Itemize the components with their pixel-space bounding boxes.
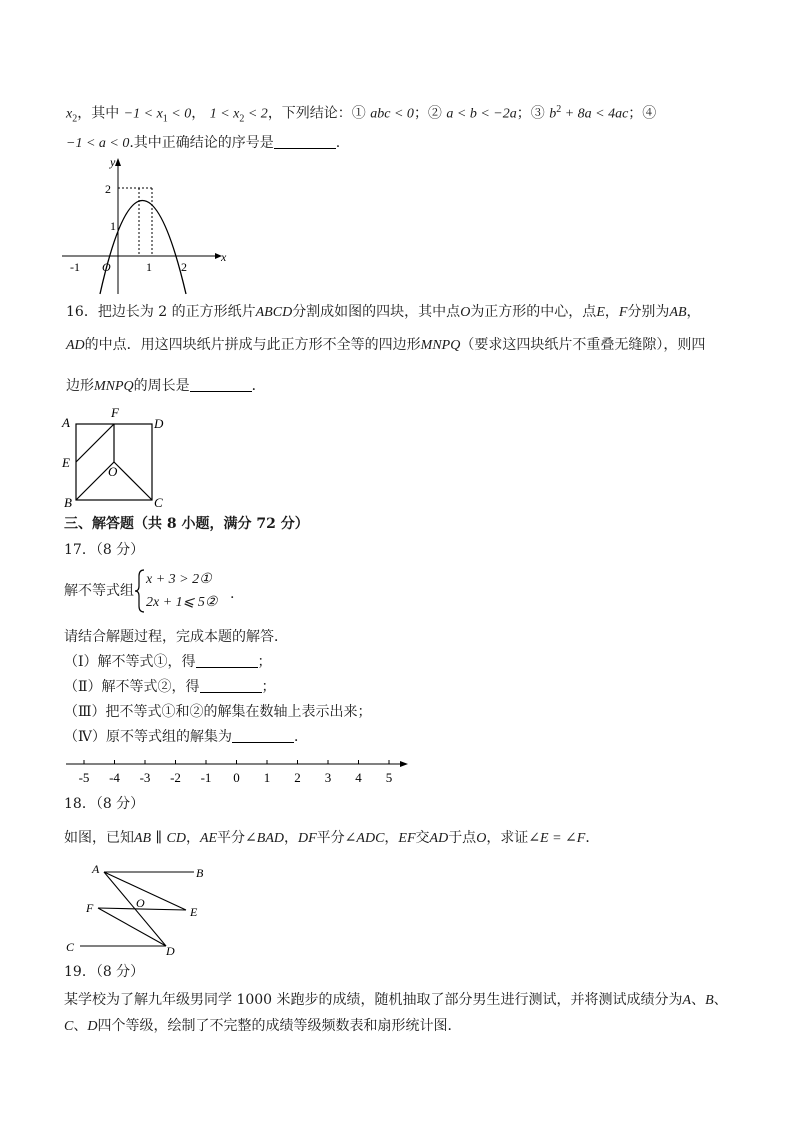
number-line-label: 3 [324, 770, 332, 785]
q17-step1: （Ⅰ）解不等式①，得 ； [64, 654, 272, 670]
q18-text: 如图，已知AB ∥ CD，AE平分∠BAD，DF平分∠ADC，EF交AD于点O，求证∠E = ∠F． [64, 830, 600, 846]
inequality-2: 2x + 1⩽ 5② [146, 595, 218, 610]
number-line-label: -1 [200, 770, 212, 785]
q17-instruct: 请结合解题过程，完成本题的解答． [64, 629, 288, 645]
q17-step3: （Ⅲ）把不等式①和②的解集在数轴上表示出来； [64, 704, 372, 720]
tick-neg1: -1 [70, 260, 80, 274]
q15-answer-blank [274, 134, 336, 149]
number-line-label: 2 [294, 770, 301, 785]
q17-step4: （Ⅳ）原不等式组的解集为 ． [64, 729, 308, 745]
number-line-label: 5 [385, 770, 393, 785]
seg-ef [76, 424, 114, 462]
q19-head: 19．（8 分） [64, 964, 145, 980]
line-ae [104, 872, 186, 910]
label-f: F [86, 901, 94, 915]
line-df [98, 908, 166, 946]
number-line-label: -5 [78, 770, 90, 785]
left-brace [133, 568, 147, 614]
parallel-figure [62, 860, 222, 958]
q19-line1: 某学校为了解九年级男同学 1000 米跑步的成绩，随机抽取了部分男生进行测试，并将测试成绩分为A、B、 [64, 992, 728, 1008]
number-line-label: -4 [109, 770, 120, 785]
label-d: D [154, 416, 164, 431]
step1-blank [196, 653, 258, 668]
label-a: A [92, 862, 100, 876]
step2-blank [200, 678, 262, 693]
q17-step2: （Ⅱ）解不等式②，得 ； [64, 679, 276, 695]
inequality-1: x + 3 > 2① [146, 572, 212, 587]
q16-line1: 16．把边长为 2 的正方形纸片ABCD分割成如图的四块，其中点O为正方形的中心，点E，F分别为AB， [66, 304, 701, 320]
q16-answer-blank [190, 377, 252, 392]
q19-line2: C、D四个等级，绘制了不完整的成绩等级频数表和扇形统计图． [64, 1018, 462, 1034]
xtick-2: 2 [181, 260, 187, 274]
y-label: y [110, 155, 116, 169]
number-line-label: 0 [233, 770, 240, 785]
y-axis-arrow [115, 158, 121, 166]
label-d: D [166, 944, 175, 958]
q16-line3: 边形MNPQ的周长是 ． [66, 378, 266, 394]
label-b: B [64, 495, 72, 510]
origin-label: O [102, 260, 111, 274]
q15-line2: −1 < a < 0.其中正确结论的序号是 . [66, 135, 341, 151]
number-line-label: -3 [139, 770, 151, 785]
number-line-label: -2 [170, 770, 181, 785]
number-line-label: 4 [355, 770, 362, 785]
seg-co [114, 462, 152, 500]
number-line-label: 1 [263, 770, 271, 785]
label-e: E [190, 905, 198, 919]
q18-head: 18．（8 分） [64, 796, 145, 812]
tick-2: 2 [105, 182, 111, 196]
q17-head: 17．（8 分） [64, 542, 145, 558]
q16-line2: AD的中点．用这四块纸片拼成与此正方形不全等的四边形MNPQ（要求这四块纸片不重叠无缝隙），则四 [66, 337, 706, 353]
label-f: F [111, 405, 119, 420]
label-a: A [62, 415, 70, 430]
label-c: C [154, 495, 163, 510]
label-e: E [62, 455, 70, 470]
q17-prompt-dot: . [230, 586, 235, 602]
q17-prompt: 解不等式组 [64, 583, 134, 599]
parabola-curve [100, 201, 186, 295]
label-c: C [66, 940, 75, 954]
x-label: x [221, 250, 227, 264]
square-figure [58, 404, 173, 512]
label-o: O [108, 464, 118, 479]
xtick-1: 1 [146, 260, 152, 274]
number-line-arrow [400, 761, 408, 767]
number-line [62, 752, 412, 786]
tick-1: 1 [110, 219, 116, 233]
q15-line1: $x_2$，其中 $-1 < x_1 < 0$， $1 < x_2 < 2$，下列结论：① abc < 0；② a < b < −2a；③ $b^2 + 8a < 4ac$；④ [66, 104, 657, 125]
label-b: B [196, 866, 204, 880]
step4-blank [232, 728, 294, 743]
parabola-graph [60, 152, 235, 297]
section-3-title: 三、解答题（共 8 小题，满分 72 分） [64, 516, 309, 532]
label-o: O [136, 896, 145, 910]
